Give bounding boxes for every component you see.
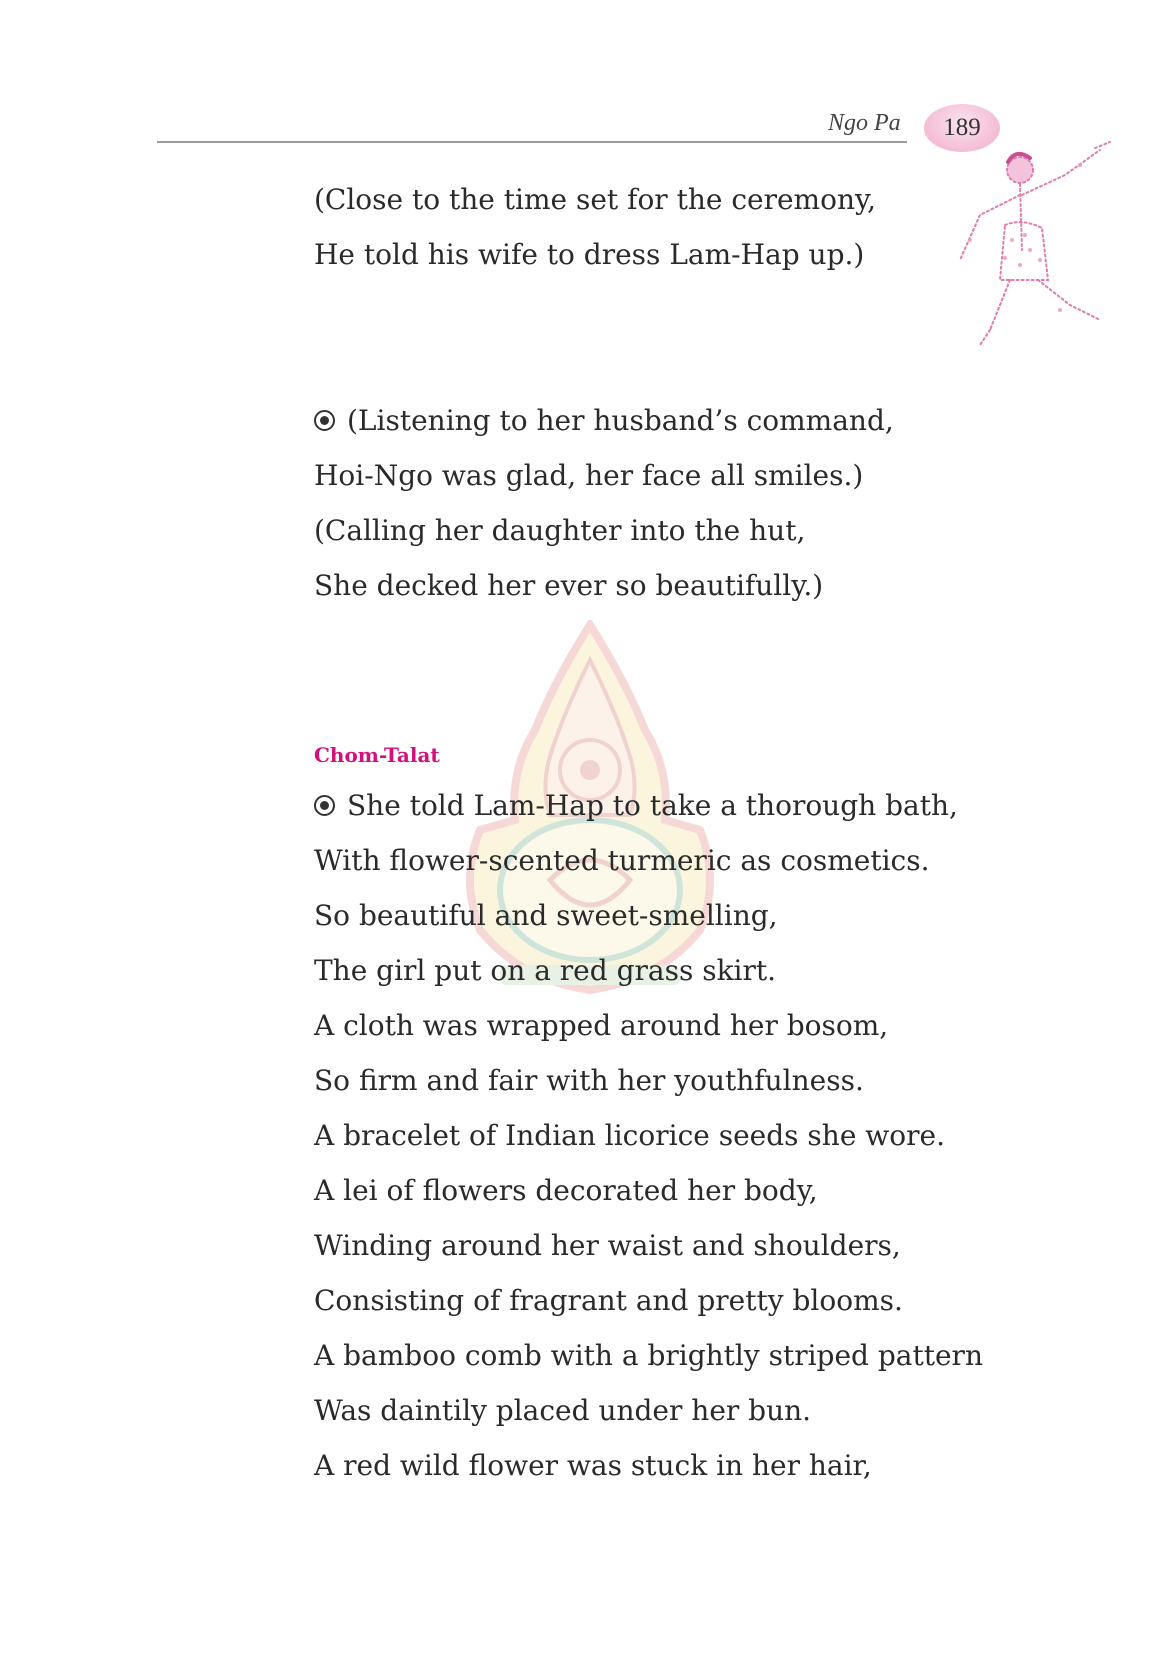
- verse-line: A bracelet of Indian licorice seeds she wore.: [314, 1119, 945, 1152]
- verse-line: So firm and fair with her youthfulness.: [314, 1064, 864, 1097]
- verse-line: (Listening to her husband’s command,: [347, 404, 894, 437]
- page-number: 189: [943, 114, 981, 141]
- verse-line: A bamboo comb with a brightly striped pattern: [314, 1339, 983, 1372]
- verse-line: Was daintily placed under her bun.: [314, 1394, 812, 1427]
- verse-line: A red wild flower was stuck in her hair,: [314, 1449, 872, 1482]
- verse-line: Winding around her waist and shoulders,: [314, 1229, 901, 1262]
- verse-line: Consisting of fragrant and pretty blooms.: [314, 1284, 903, 1317]
- running-head: Ngo Pa: [828, 110, 901, 136]
- circled-dot-icon: [314, 795, 335, 816]
- dancer-illustration: [950, 140, 1120, 350]
- speaker-heading: Chom-Talat: [314, 743, 440, 767]
- verse-line: She told Lam-Hap to take a thorough bath,: [347, 789, 958, 822]
- verse-line: A cloth was wrapped around her bosom,: [314, 1009, 889, 1042]
- verse-line: A lei of flowers decorated her body,: [314, 1174, 818, 1207]
- verse-line: (Close to the time set for the ceremony,: [314, 183, 876, 216]
- verse-line: So beautiful and sweet-smelling,: [314, 899, 778, 932]
- circled-dot-icon: [314, 410, 335, 431]
- verse-line: (Calling her daughter into the hut,: [314, 514, 806, 547]
- stanza-1: [314, 172, 876, 282]
- verse-line: Hoi-Ngo was glad, her face all smiles.): [314, 459, 864, 492]
- stanza-2: [314, 393, 894, 613]
- verse-line: She decked her ever so beautifully.): [314, 569, 824, 602]
- verse-line: He told his wife to dress Lam-Hap up.): [314, 238, 865, 271]
- header-rule: [157, 141, 907, 143]
- verse-line: With flower-scented turmeric as cosmetics.: [314, 844, 930, 877]
- verse-line: The girl put on a red grass skirt.: [314, 954, 777, 987]
- stanza-3: [314, 778, 983, 1493]
